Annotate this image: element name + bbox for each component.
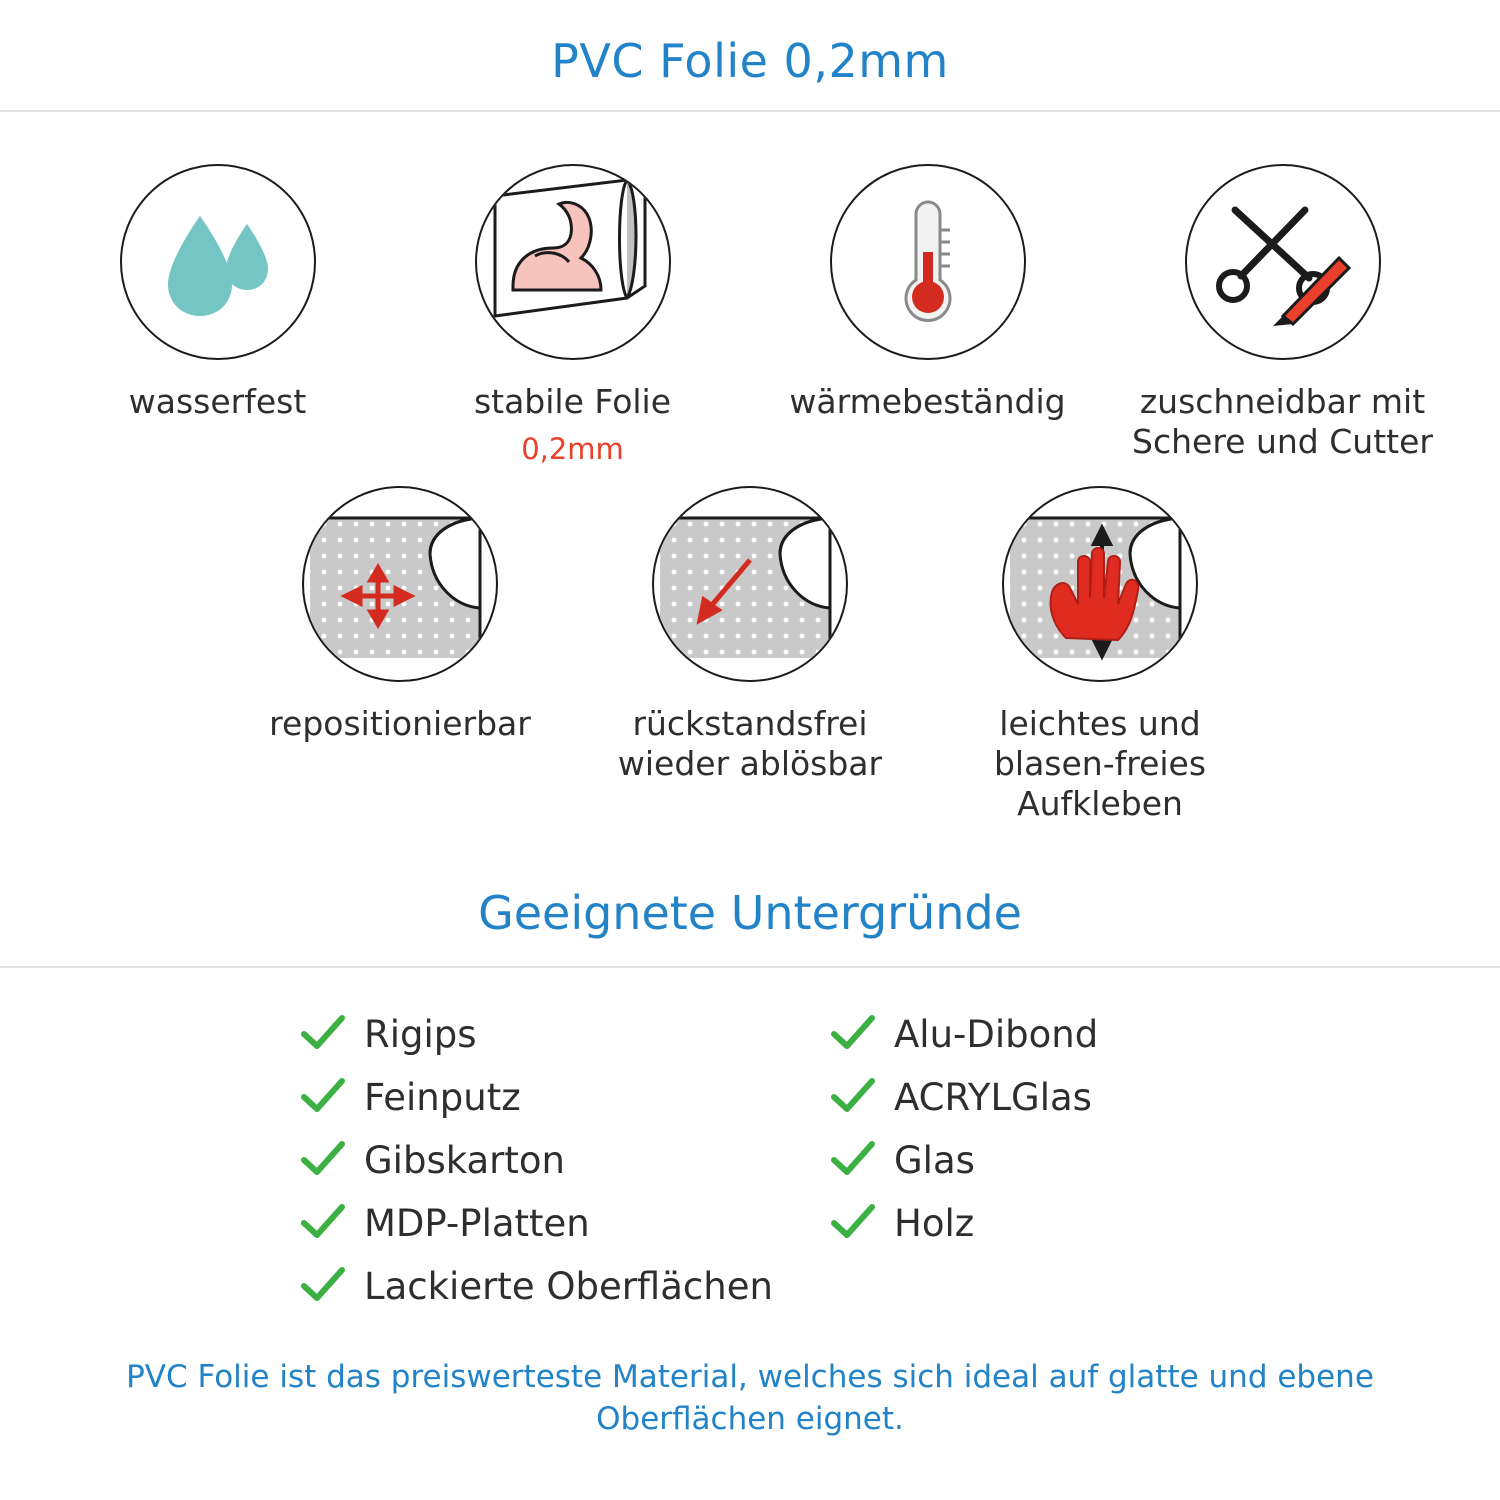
feature-label: stabile Folie <box>473 382 672 421</box>
surface-label: Gibskarton <box>364 1138 565 1182</box>
surface-label: Alu-Dibond <box>894 1012 1099 1056</box>
feature-label: wärmebeständig <box>789 382 1066 421</box>
list-item <box>300 1260 800 1312</box>
feature-stabile-folie <box>395 164 750 468</box>
hand-smoothing-icon <box>1002 486 1198 682</box>
list-item <box>300 1008 800 1060</box>
check-icon <box>830 1140 876 1180</box>
feature-rueckstandsfrei <box>575 486 925 785</box>
surface-label: MDP-Platten <box>364 1201 590 1245</box>
check-icon <box>300 1077 346 1117</box>
feature-label: zuschneidbar mit Schere und Cutter <box>1132 382 1433 462</box>
feature-label: repositionierbar <box>269 703 531 743</box>
page-title: PVC Folie 0,2mm <box>551 34 949 88</box>
thermometer-icon <box>830 164 1026 360</box>
peel-off-arrow-icon <box>652 486 848 682</box>
feature-label: rückstandsfrei wieder ablösbar <box>617 703 883 783</box>
check-icon <box>830 1077 876 1117</box>
surface-label: Glas <box>894 1138 975 1182</box>
check-icon <box>300 1140 346 1180</box>
check-icon <box>300 1266 346 1306</box>
footer-note: PVC Folie ist das preiswerteste Material, welches sich ideal auf glatte und ebene Oberflächen eignet. <box>126 1359 1374 1438</box>
check-icon <box>830 1014 876 1054</box>
list-item <box>300 1071 800 1123</box>
feature-blasenfrei <box>925 486 1275 825</box>
list-item <box>830 1134 1320 1186</box>
surface-label: ACRYLGlas <box>894 1075 1092 1119</box>
header <box>0 0 1500 112</box>
list-item <box>830 1008 1320 1060</box>
surfaces-column-left <box>180 1008 800 1323</box>
feature-wasserfest <box>40 164 395 422</box>
feature-repositionierbar <box>225 486 575 744</box>
list-item <box>830 1197 1320 1249</box>
feature-label: leichtes und blasen-freies Aufkleben <box>993 703 1207 824</box>
list-item <box>300 1197 800 1249</box>
check-icon <box>300 1203 346 1243</box>
water-drops-icon <box>120 164 316 360</box>
surface-label: Feinputz <box>364 1075 521 1119</box>
surface-label: Lackierte Oberflächen <box>364 1264 773 1308</box>
list-item <box>300 1134 800 1186</box>
section-header <box>0 886 1500 968</box>
surface-label: Holz <box>894 1201 975 1245</box>
surfaces-list <box>0 1008 1500 1323</box>
section-title: Geeignete Untergründe <box>478 886 1022 941</box>
surfaces-column-right <box>800 1008 1320 1323</box>
list-item <box>830 1071 1320 1123</box>
feature-sublabel: 0,2mm <box>521 432 624 467</box>
feature-row-2 <box>0 486 1500 825</box>
check-icon <box>300 1014 346 1054</box>
check-icon <box>830 1203 876 1243</box>
feature-label: wasserfest <box>128 382 307 421</box>
scissors-cutter-icon <box>1185 164 1381 360</box>
feature-row-1 <box>0 164 1500 468</box>
strong-arm-film-icon <box>475 164 671 360</box>
feature-waermebestaendig <box>750 164 1105 422</box>
reposition-arrows-icon <box>302 486 498 682</box>
surface-label: Rigips <box>364 1012 477 1056</box>
feature-zuschneidbar <box>1105 164 1460 463</box>
